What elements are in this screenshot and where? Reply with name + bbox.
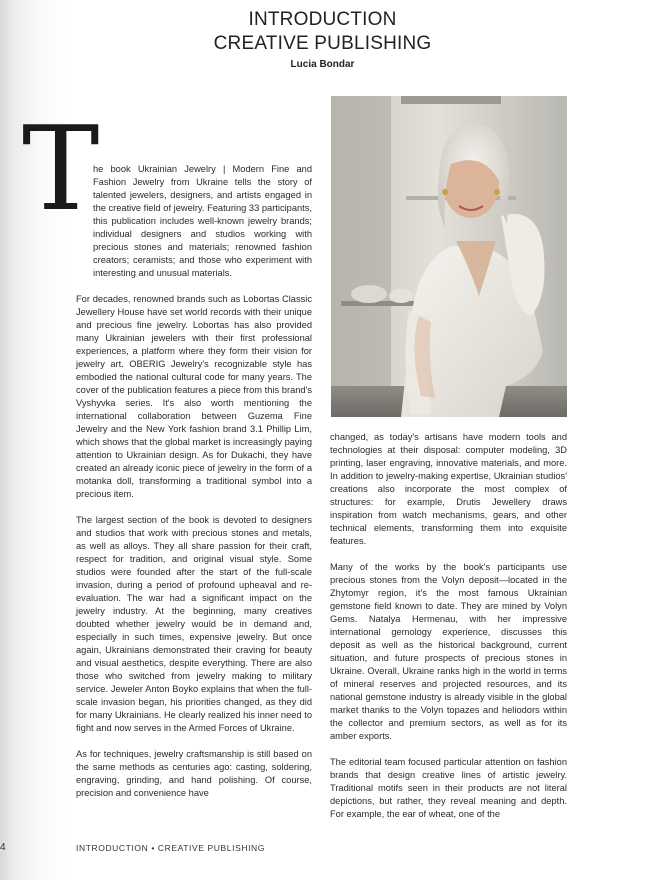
drop-cap: T bbox=[22, 102, 100, 237]
page-title-line-1: INTRODUCTION bbox=[248, 9, 397, 30]
portrait-photo bbox=[331, 96, 567, 417]
paragraph-technologies: changed, as today's artisans have modern tools and technologies at their disposal: computer modeling, 3D printing, laser engraving, innovative materials, and more. In addition to jewelry-making expertise, Ukrainian studios' creations also incorporate the most complex of structures: for example, Drutis Jewellery draws inspiration from watch mechanisms, gears, and other technical elements, transforming them into exquisite features. bbox=[330, 432, 567, 546]
left-column bbox=[76, 163, 312, 813]
paragraph-brands: For decades, renowned brands such as Lobortas Classic Jewellery House have set world records with their unique and precious fine jewelry. Lobortas has also provided many Ukrainian jewelers with their first professional experiences, a platform where they form their vision for jewelry art. OBERIG Jewelry's recognizable style has embodied the national cultural code for many years. The cover of the publication features a piece from this brand's Vyshyvka series. It's also worth mentioning the international collaboration between Guzema Fine Jewelry and the New York fashion brand 3.1 Phillip Lim, which shows that the global market is increasingly paying attention to Ukrainian design. As for Dukachi, they have created an already iconic piece of jewelry in the form of a motanka doll, transforming a traditional symbol into a precious item. bbox=[76, 294, 312, 499]
paragraph-volyn-deposit: Many of the works by the book's participants use precious stones from the Volyn deposit—located in the Zhytomyr region, it's the most famous Ukrainian gemstone field known to date. They are mined by Volyn Gems. Natalya Hermenau, with her impressive international gemology experience, discusses this deposit as well as the historical background, current situation, and future prospects of precious stones in Ukraine. Overall, Ukraine ranks high in the world in terms of mineral reserves and projected resources, and its national gemstone industry is already visible in the global market thanks to the Volyn topazes and heliodors within the collector and premium sectors, as well as for its amber exports. bbox=[330, 562, 567, 741]
paragraph-techniques: As for techniques, jewelry craftsmanship is still based on the same methods as centuries ago: casting, soldering, engraving, grinding, and hand polishing. Of course, precision and convenience have bbox=[76, 749, 312, 798]
page-title-line-2: CREATIVE PUBLISHING bbox=[213, 33, 432, 54]
right-column bbox=[330, 431, 567, 834]
paragraph-designers: The largest section of the book is devoted to designers and studios that work with precious stones and metals, as well as alloys. They all share passion for their craft, respect for tradition, and original visual style. Some studios were founded after the start of the full-scale invasion, during a period of profound upheaval and re-evaluation. The war had a significant impact on the jewelry industry. At the beginning, many creatives doubted whether jewelry would be in demand and, especially in such times, expensive jewelry. But once again, Ukrainians demonstrated their craving for beauty and visual aesthetics, despite everything. There are also those who switched from jewelry making to military service. Jeweler Anton Boyko explains that when the full-scale invasion began, his priorities changed, as they did for many Ukrainians. He clearly realized his inner need to fight and now serves in the Armed Forces of Ukraine. bbox=[76, 515, 312, 733]
author-name: Lucia Bondar bbox=[290, 59, 355, 70]
page-number: 4 bbox=[0, 842, 6, 853]
portrait-photo-illustration bbox=[331, 96, 567, 417]
running-head: INTRODUCTION • CREATIVE PUBLISHING bbox=[76, 843, 265, 853]
paragraph-fashion-brands: The editorial team focused particular attention on fashion brands that design creative lines of artistic jewelry. Traditional motifs seen in their products are not literal depictions, but rather, they reveal meaning and depth. For example, the ear of wheat, one of the bbox=[330, 757, 567, 819]
paragraph-intro: he book Ukrainian Jewelry | Modern Fine and Fashion Jewelry from Ukraine tells the story of talented jewelers, designers, and artists engaged in the creative field of jewelry. Featuring 33 participants, this publication includes well-known jewelry brands; individual designers and studios working with precious stones and materials; renowned fashion creators; ceramists; and those who experiment with interesting and unusual materials. bbox=[93, 164, 312, 278]
